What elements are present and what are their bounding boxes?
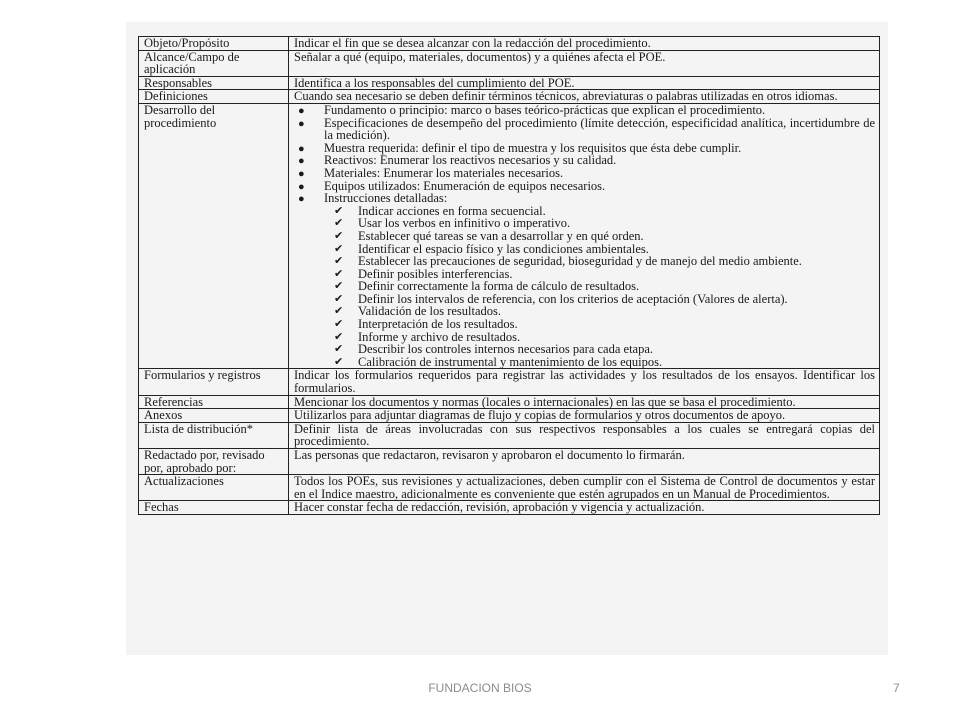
footer-organization-label: FUNDACION BIOS [428, 681, 532, 695]
field-name: Fechas [139, 501, 289, 515]
field-name: Alcance/Campo de aplicación [139, 50, 289, 76]
bullet-icon: ● [298, 193, 305, 206]
checklist-item-text: Definir posibles interferencias. [358, 266, 513, 281]
checkmark-icon: ✔ [334, 217, 344, 230]
checklist-item-text: Usar los verbos en infinitivo o imperativo. [358, 216, 571, 231]
field-name: Objeto/Propósito [139, 37, 289, 51]
checkmark-icon: ✔ [334, 242, 344, 255]
table-row [139, 50, 880, 76]
bullet-icon: ● [298, 167, 305, 180]
checklist-item-text: Interpretación de los resultados. [358, 317, 518, 332]
checklist-item-text: Identificar el espacio físico y las condiciones ambientales. [358, 241, 649, 256]
field-description: Indicar el fin que se desea alcanzar con la redacción del procedimiento. [289, 37, 880, 51]
checkmark-icon: ✔ [334, 267, 344, 280]
field-name: Redactado por, revisado por, aprobado por: [139, 449, 289, 475]
checkmark-icon: ✔ [334, 318, 344, 331]
list-item-text: Materiales: Enumerar los materiales necesarios. [324, 165, 564, 180]
table-row [139, 449, 880, 475]
checklist-item-text: Informe y archivo de resultados. [358, 329, 521, 344]
list-item-text: Fundamento o principio: marco o bases teórico-prácticas que explican el procedimiento. [324, 102, 766, 117]
bullet-icon: ● [298, 155, 305, 168]
checklist-item-text: Describir los controles internos necesarios para cada etapa. [358, 342, 654, 357]
checklist-item-text: Definir correctamente la forma de cálculo de resultados. [358, 279, 640, 294]
page-number: 7 [893, 681, 900, 695]
list-item-text: Especificaciones de desempeño del procedimiento (límite detección, especificidad analítica, incertidumbre de la medición). [324, 115, 875, 143]
checkmark-icon: ✔ [334, 255, 344, 268]
list-item-text: Reactivos: Enumerar los reactivos necesarios y su calidad. [324, 153, 617, 168]
table-row-desarrollo [139, 103, 880, 368]
checklist-item-text: Indicar acciones en forma secuencial. [358, 203, 546, 218]
table-row [139, 422, 880, 448]
checkmark-icon: ✔ [334, 280, 344, 293]
field-description: Señalar a qué (equipo, materiales, documentos) y a quiénes afecta el POE. [289, 50, 880, 76]
field-name: Definiciones [139, 90, 289, 104]
list-item-text: Instrucciones detalladas: [324, 191, 448, 206]
checklist-item-text: Establecer las precauciones de seguridad, bioseguridad y de manejo del medio ambiente. [358, 254, 802, 269]
field-description: Todos los POEs, sus revisiones y actualizaciones, deben cumplir con el Sistema de Control de documentos y estar en el Indice maestro, adicionalmente es conveniente que estén agrupados en un Manual de Procedimientos. [289, 475, 880, 501]
list-item-text: Muestra requerida: definir el tipo de muestra y los requisitos que ésta debe cumplir. [324, 140, 742, 155]
bullet-icon: ● [298, 142, 305, 155]
field-name: Actualizaciones [139, 475, 289, 501]
table-row [139, 409, 880, 423]
list-item [294, 192, 875, 368]
field-description: Utilizarlos para adjuntar diagramas de flujo y copias de formularios y otros documentos de apoyo. [289, 409, 880, 423]
field-name: Desarrollo del procedimiento [139, 103, 289, 368]
field-description: Mencionar los documentos y normas (locales o internacionales) en las que se basa el procedimiento. [289, 395, 880, 409]
field-description: Definir lista de áreas involucradas con sus respectivos responsables a los cuales se entregará copias del procedimiento. [289, 422, 880, 448]
poe-structure-table [138, 36, 880, 515]
table-row [139, 475, 880, 501]
checkmark-icon: ✔ [334, 292, 344, 305]
checkmark-icon: ✔ [334, 343, 344, 356]
field-description [289, 103, 880, 368]
bullet-list [294, 104, 875, 368]
checklist-item [324, 356, 875, 369]
field-name: Lista de distribución* [139, 422, 289, 448]
field-description: Indicar los formularios requeridos para registrar las actividades y los resultados de los ensayos. Identificar los formularios. [289, 369, 880, 395]
field-name: Formularios y registros [139, 369, 289, 395]
checkmark-icon: ✔ [334, 330, 344, 343]
table-row [139, 395, 880, 409]
field-name: Responsables [139, 76, 289, 90]
bullet-icon: ● [298, 180, 305, 193]
bullet-icon: ● [298, 104, 305, 117]
table-row [139, 76, 880, 90]
checkmark-icon: ✔ [334, 305, 344, 318]
checkmark-icon: ✔ [334, 229, 344, 242]
checkmark-icon: ✔ [334, 355, 344, 368]
field-name: Anexos [139, 409, 289, 423]
field-name: Referencias [139, 395, 289, 409]
checklist-item-text: Validación de los resultados. [358, 304, 502, 319]
list-item [294, 117, 875, 142]
field-description: Hacer constar fecha de redacción, revisión, aprobación y vigencia y actualización. [289, 501, 880, 515]
checkmark-icon: ✔ [334, 204, 344, 217]
field-description: Las personas que redactaron, revisaron y aprobaron el documento lo firmarán. [289, 449, 880, 475]
checklist-item-text: Definir los intervalos de referencia, con los criterios de aceptación (Valores de alerta). [358, 291, 788, 306]
table-row [139, 369, 880, 395]
table-row [139, 501, 880, 515]
list-item-text: Equipos utilizados: Enumeración de equipos necesarios. [324, 178, 606, 193]
bullet-icon: ● [298, 117, 305, 130]
field-description: Identifica a los responsables del cumplimiento del POE. [289, 76, 880, 90]
table-row [139, 37, 880, 51]
checklist-item-text: Calibración de instrumental y mantenimiento de los equipos. [358, 354, 663, 369]
field-description: Cuando sea necesario se deben definir términos técnicos, abreviaturas o palabras utilizadas en otros idiomas. [289, 90, 880, 104]
checklist-item-text: Establecer qué tareas se van a desarrollar y en qué orden. [358, 228, 644, 243]
table-row [139, 90, 880, 104]
checklist [324, 205, 875, 369]
